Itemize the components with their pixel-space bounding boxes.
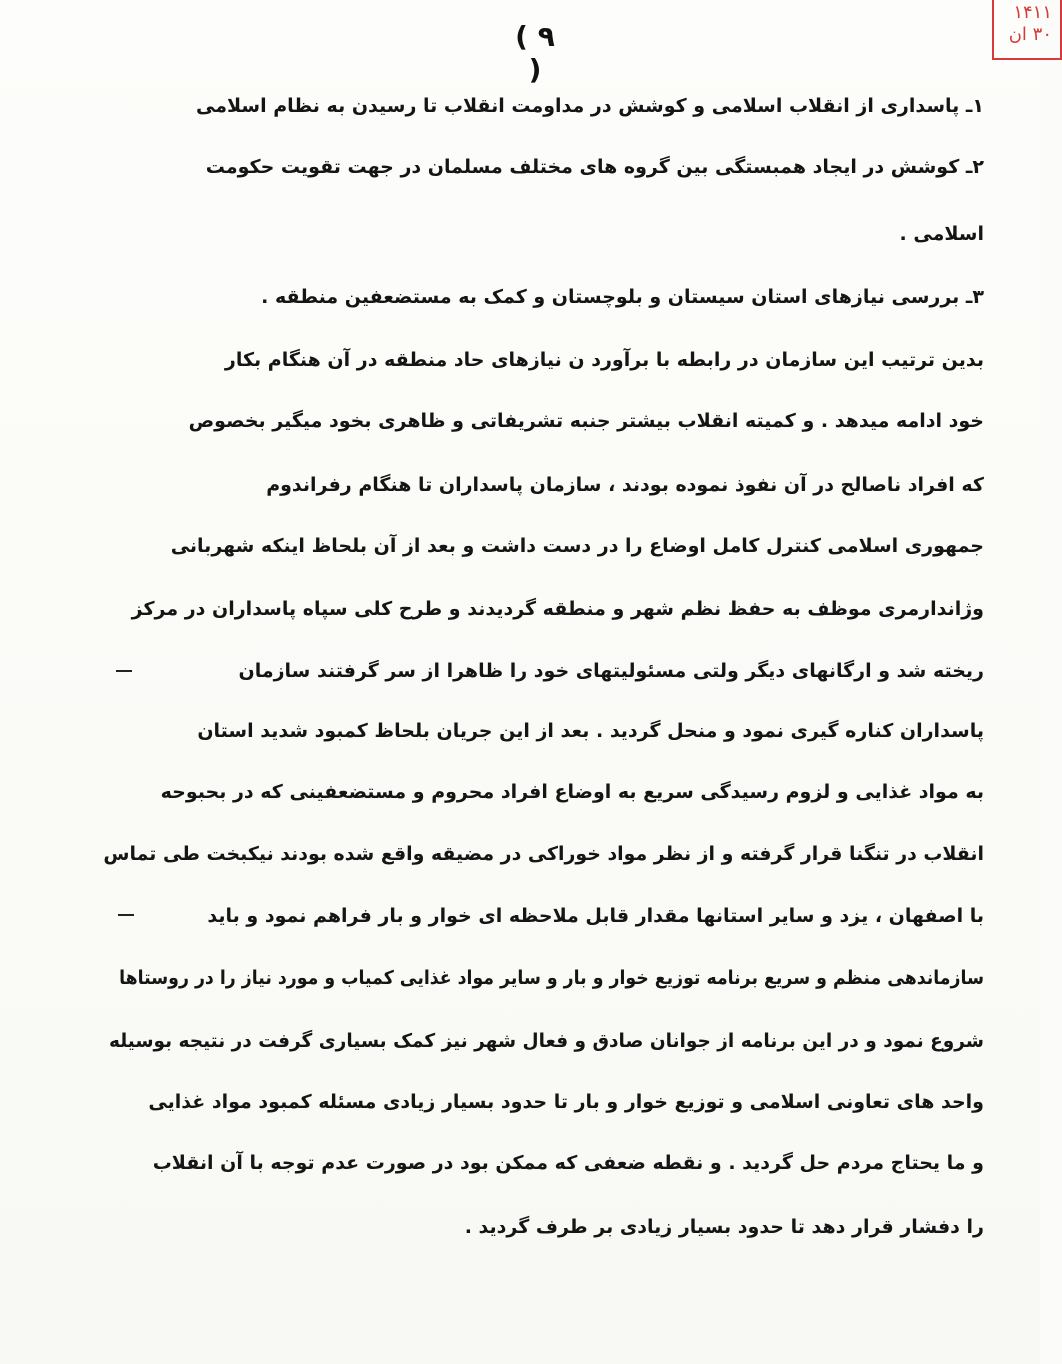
text-line-19: را دفشار قرار دهد تا حدود بسیار زیادی بر طرف گردید . (464, 1216, 984, 1238)
text-line-12: به مواد غذایی و لزوم رسیدگی سریع به اوضاع افراد محروم و مستضعفینی که در بحبوحه (160, 781, 984, 803)
text-line-6: خود ادامه میدهد . و کمیته انقلاب بیشتر جنبه تشریفاتی و ظاهری بخود میگیر بخصوص (188, 410, 984, 432)
text-line-18: و ما یحتاج مردم حل گردید . و نقطه ضعفی که ممکن بود در صورت عدم توجه با آن انقلاب (152, 1152, 984, 1174)
text-line-8: جمهوری اسلامی کنترل کامل اوضاع را در دست داشت و بعد از آن بلحاظ اینکه شهربانی (170, 535, 984, 557)
margin-dash-mark (118, 914, 134, 916)
stamp-line-1: ۱۴۱۱ (1013, 2, 1052, 23)
page-number: ( ۹ ) (515, 20, 555, 86)
text-line-11: پاسداران کناره گیری نمود و منحل گردید . بعد از این جریان بلحاظ کمبود شدید استان (197, 720, 984, 742)
text-line-1: ۱ـ پاسداری از انقلاب اسلامی و کوشش در مداومت انقلاب تا رسیدن به نظام اسلامی (196, 95, 984, 117)
stamp-line-2: ۳۰ ان (1008, 24, 1052, 45)
text-line-2: ۲ـ کوشش در ایجاد همبستگی بین گروه های مختلف مسلمان در جهت تقویت حکومت (205, 156, 984, 178)
text-line-5: بدین ترتیب این سازمان در رابطه با برآورد ن نیازهای حاد منطقه در آن هنگام بکار (224, 349, 984, 371)
red-stamp (992, 0, 1062, 60)
text-line-10: ریخته شد و ارگانهای دیگر ولتی مسئولیتهای خود را ظاهرا از سر گرفتند سازمان (238, 660, 984, 682)
text-line-4: ۳ـ بررسی نیازهای استان سیستان و بلوچستان و کمک به مستضعفین منطقه . (261, 286, 984, 308)
margin-dash-mark (116, 670, 132, 672)
text-line-9: وژاندارمری موظف به حفظ نظم شهر و منطقه گردیدند و طرح کلی سپاه پاسداران در مرکز (131, 598, 984, 620)
text-line-7: که افراد ناصالح در آن نفوذ نموده بودند ، سازمان پاسداران تا هنگام رفراندوم (266, 474, 984, 496)
text-line-14: با اصفهان ، یزد و سایر استانها مقدار قابل ملاحظه ای خوار و بار فراهم نمود و باید (207, 905, 984, 927)
text-line-16: شروع نمود و در این برنامه از جوانان صادق و فعال شهر نیز کمک بسیاری گرفت در نتیجه بوسیله (109, 1030, 985, 1052)
text-line-13: انقلاب در تنگنا قرار گرفته و از نظر مواد خوراکی در مضیقه واقع شده بودند نیکبخت طی تماس (103, 843, 985, 865)
text-line-3: اسلامی . (899, 223, 984, 245)
text-line-15: سازماندهی منظم و سریع برنامه توزیع خوار و بار و سایر مواد غذایی کمیاب و مورد نیاز را در روستاها (119, 967, 984, 989)
text-line-17: واحد های تعاونی اسلامی و توزیع خوار و بار تا حدود بسیار زیادی مسئله کمبود مواد غذایی (148, 1091, 984, 1113)
